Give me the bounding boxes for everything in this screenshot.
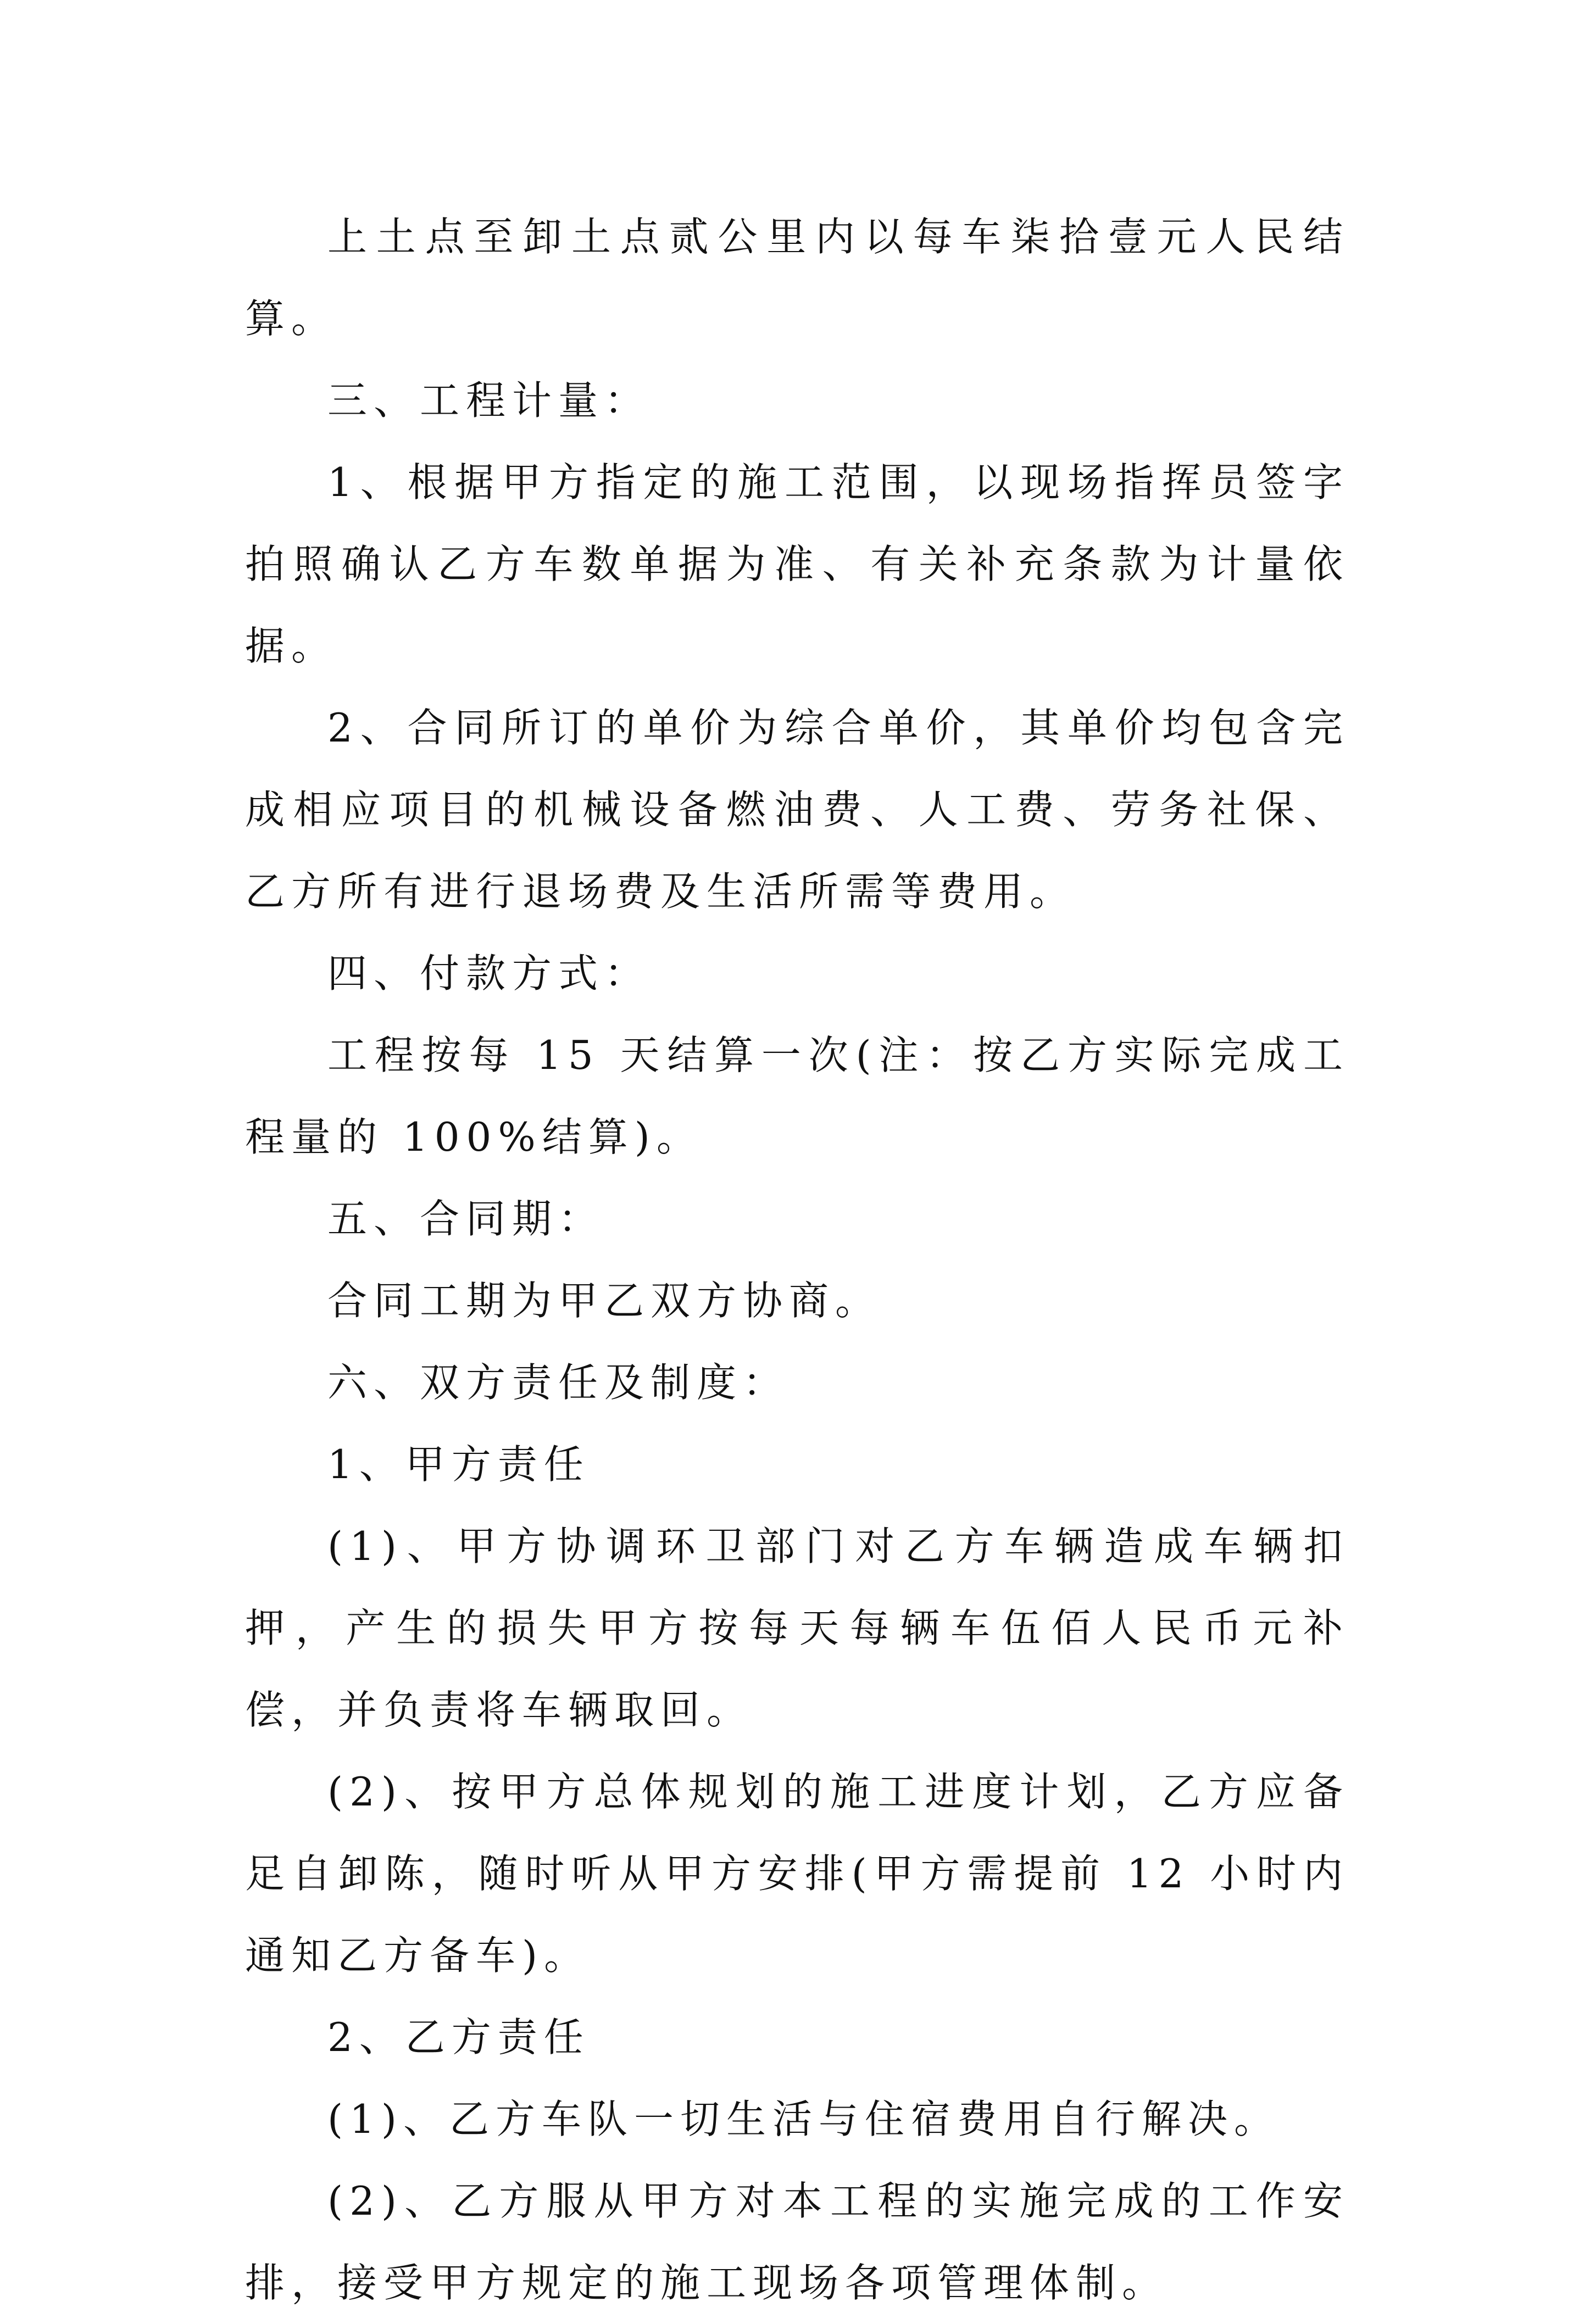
paragraph: (2)、按甲方总体规划的施工进度计划，乙方应备足自卸陈，随时听从甲方安排(甲方需提前 12 小时内通知乙方备车)。 (245, 1769, 1349, 1979)
paragraph: (2)、乙方服从甲方对本工程的实施完成的工作安排，接受甲方规定的施工现场各项管理体制。 (245, 2178, 1349, 2306)
paragraph: 1、根据甲方指定的施工范围，以现场指挥员签字拍照确认乙方车数单据为准、有关补充条款为计量依据。 (245, 459, 1349, 669)
paragraph: (1)、甲方协调环卫部门对乙方车辆造成车辆扣押，产生的损失甲方按每天每辆车伍佰人民币元补偿，并负责将车辆取回。 (245, 1523, 1349, 1733)
paragraph: 2、合同所订的单价为综合单价，其单价均包含完成相应项目的机械设备燃油费、人工费、劳务社保、乙方所有进行退场费及生活所需等费用。 (245, 705, 1349, 915)
subsection-heading: 2、乙方责任 (327, 2014, 590, 2060)
subsection-heading: 1、甲方责任 (327, 1441, 590, 1487)
paragraph: 上土点至卸土点贰公里内以每车柒拾壹元人民结算。 (245, 214, 1349, 342)
paragraph: 合同工期为甲乙双方协商。 (327, 1278, 882, 1324)
paragraph: (1)、乙方车队一切生活与住宿费用自行解决。 (327, 2096, 1280, 2142)
document-body (245, 196, 1349, 2324)
paragraph: 工程按每 15 天结算一次(注：按乙方实际完成工程量的 100%结算)。 (245, 1032, 1349, 1160)
section-heading: 四、付款方式： (327, 950, 651, 996)
section-heading: 三、工程计量： (327, 377, 651, 423)
section-heading: 六、双方责任及制度： (327, 1359, 790, 1406)
section-heading: 五、合同期： (327, 1196, 605, 1242)
